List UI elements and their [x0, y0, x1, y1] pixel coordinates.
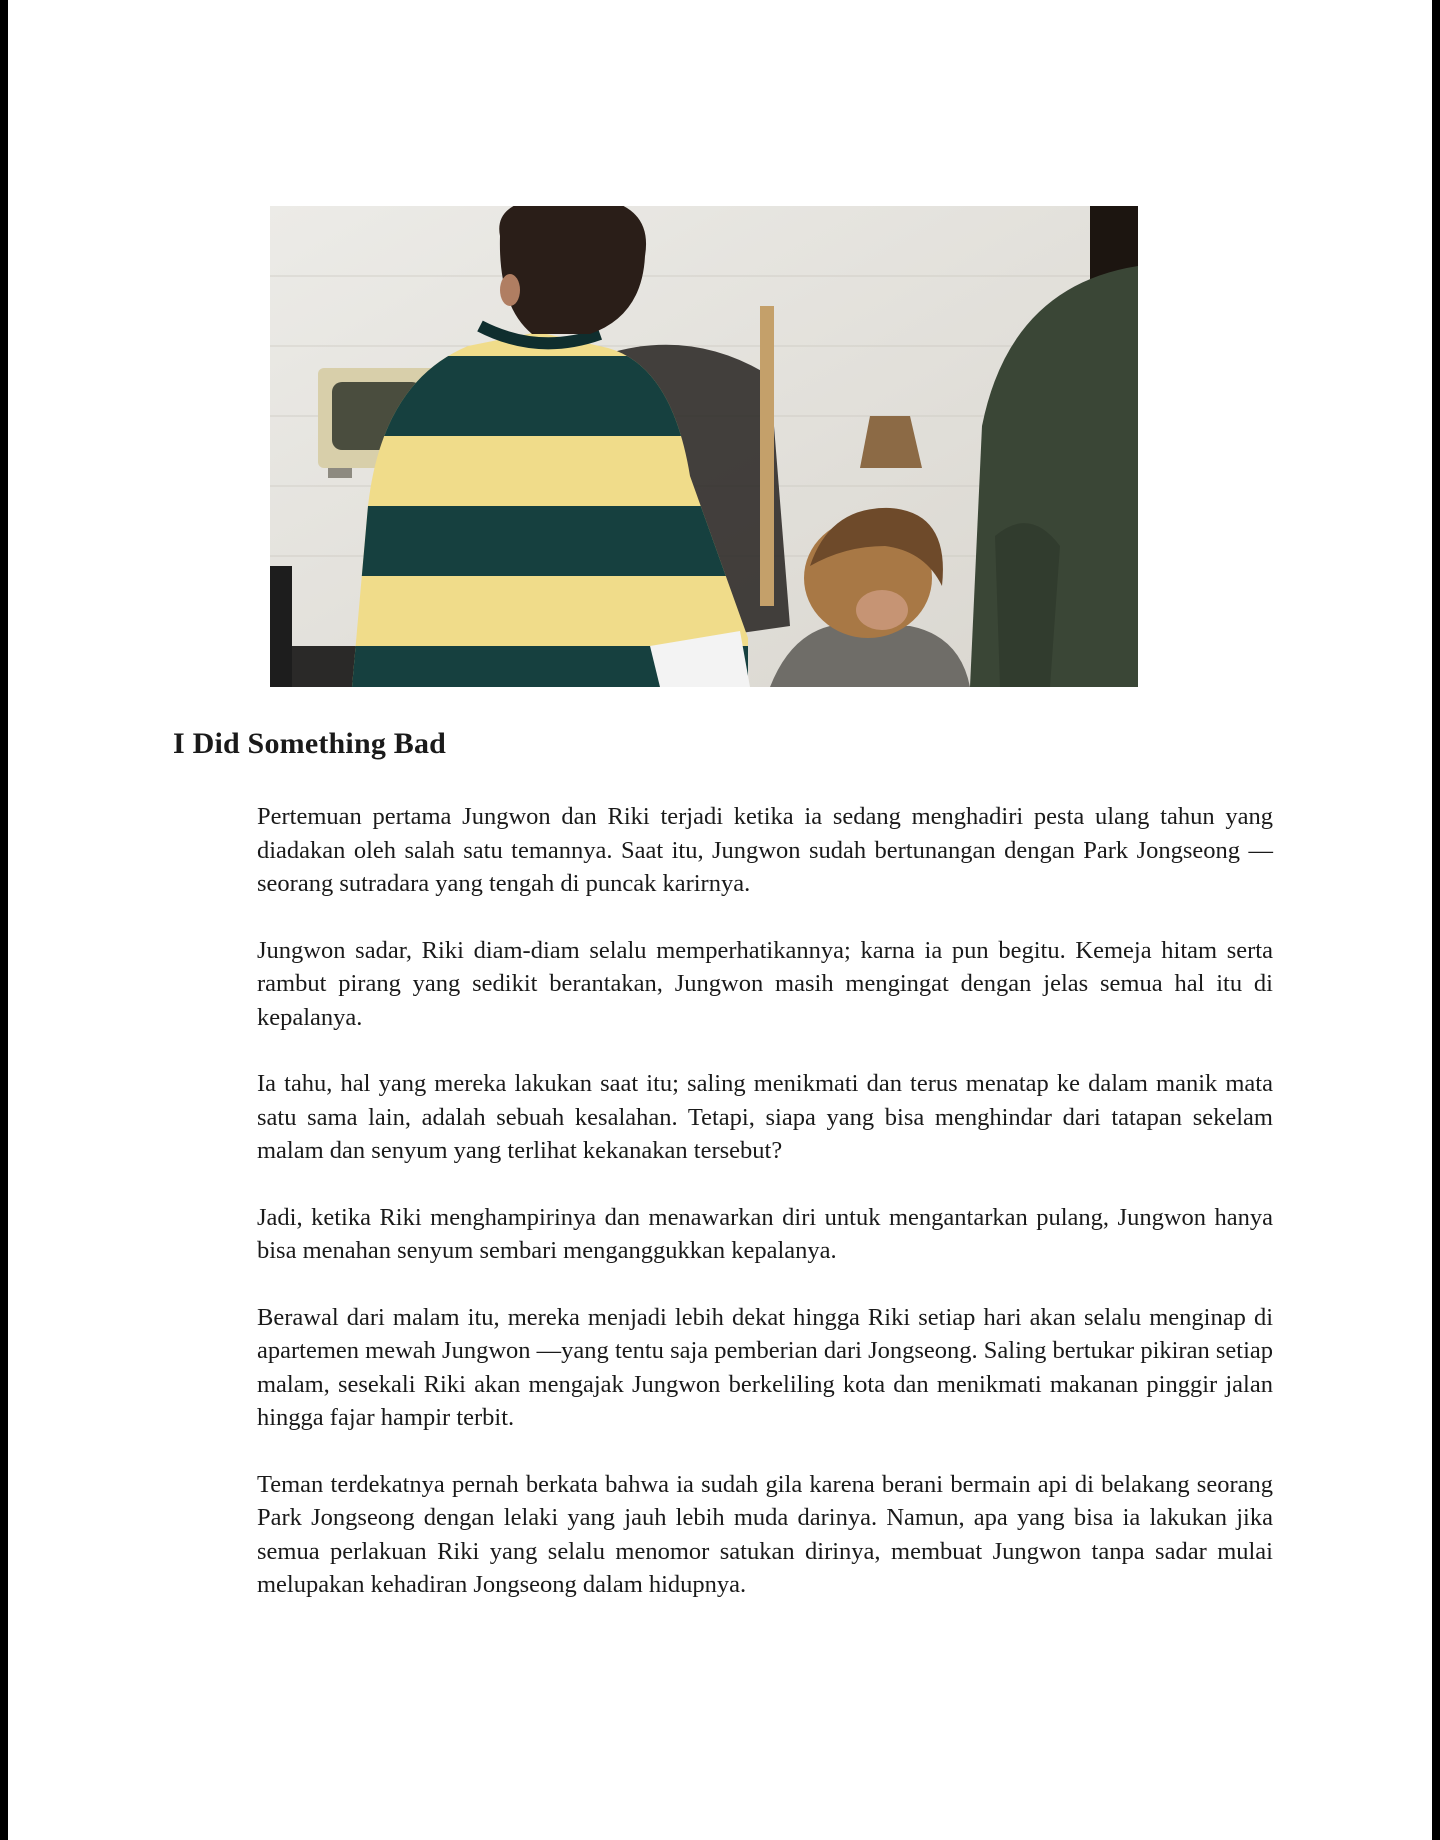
story-title: I Did Something Bad	[173, 727, 447, 760]
pole	[760, 306, 774, 606]
paragraph: Pertemuan pertama Jungwon dan Riki terjadi ketika ia sedang menghadiri pesta ulang tahun yang diadakan oleh salah satu temannya. Saat itu, Jungwon sudah bertunangan dengan Park Jongseong —seorang sutradara yang tengah di puncak karirnya.	[257, 803, 1273, 897]
cover-photo-illustration	[270, 206, 1138, 687]
story-body	[257, 800, 1273, 1635]
page-edge-right	[1432, 0, 1440, 1840]
equipment	[270, 566, 292, 687]
paragraph: Jungwon sadar, Riki diam-diam selalu memperhatikannya; karna ia pun begitu. Kemeja hitam serta rambut pirang yang sedikit berantakan, Jungwon masih mengingat dengan jelas semua hal itu di kepalanya.	[257, 936, 1273, 1031]
paragraph: Jadi, ketika Riki menghampirinya dan menawarkan diri untuk mengantarkan pulang, Jungwon hanya bisa menahan senyum sembari menganggukkan kepalanya.	[257, 1203, 1273, 1264]
paragraph: Teman terdekatnya pernah berkata bahwa ia sudah gila karena berani bermain api di belakang seorang Park Jongseong dengan lelaki yang jauh lebih muda darinya. Namun, apa yang bisa ia lakukan jika semua perlakuan Riki yang selalu menomor satukan dirinya, membuat Jungwon tanpa sadar mulai melupakan kehadiran Jongseong dalam hidupnya.	[257, 1470, 1273, 1598]
page-edge-left	[0, 0, 8, 1840]
cover-photo	[270, 206, 1138, 687]
paragraph: Berawal dari malam itu, mereka menjadi lebih dekat hingga Riki setiap hari akan selalu menginap di apartemen mewah Jungwon —yang tentu saja pemberian dari Jongseong. Saling bertukar pikiran setiap malam, sesekali Riki akan mengajak Jungwon berkeliling kota dan menikmati makanan pinggir jalan hingga fajar hampir terbit.	[257, 1303, 1273, 1431]
paragraph: Ia tahu, hal yang mereka lakukan saat itu; saling menikmati dan terus menatap ke dalam manik mata satu sama lain, adalah sebuah kesalahan. Tetapi, siapa yang bisa menghindar dari tatapan sekelam malam dan senyum yang terlihat kekanakan tersebut?	[257, 1070, 1273, 1164]
